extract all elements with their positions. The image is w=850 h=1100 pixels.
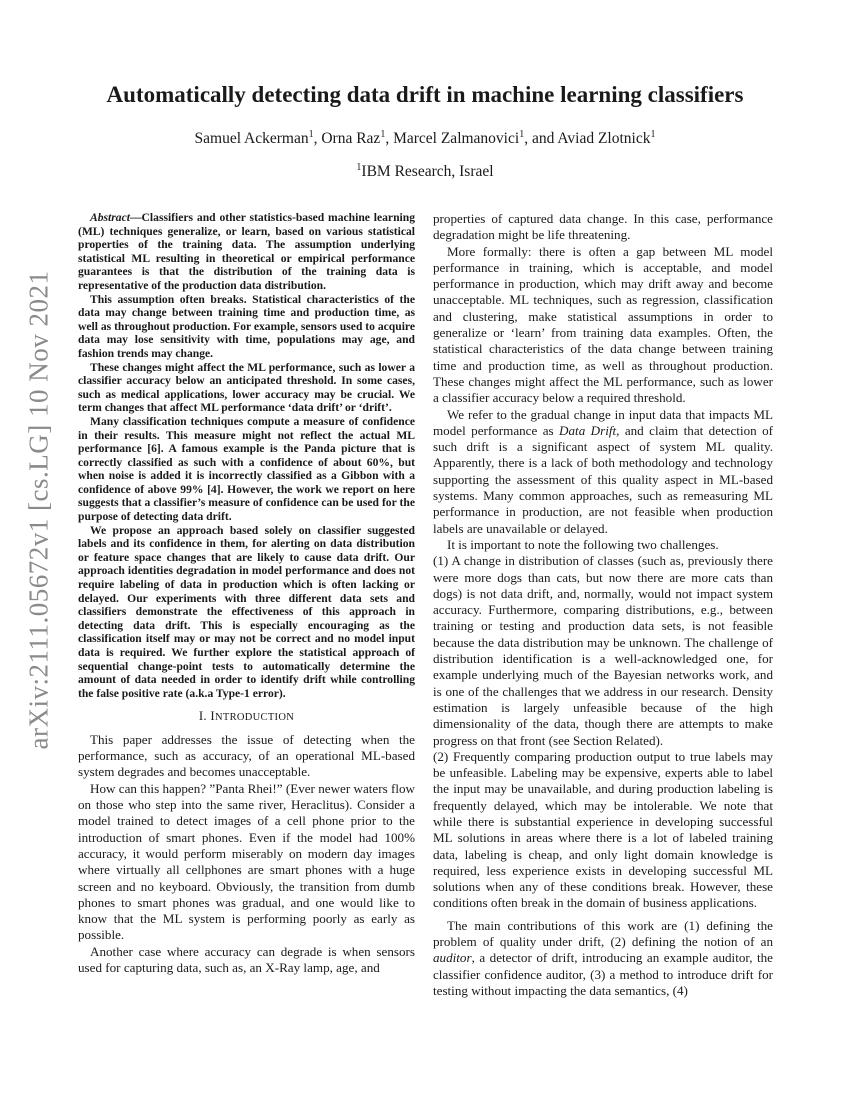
right-column [433, 211, 773, 999]
left-column [78, 211, 415, 976]
body-paragraph: The main contributions of this work are (1) defining the problem of quality under drift, (2) defining the notion of an auditor, a detector of drift, introducing an example auditor, the classifier confidence auditor, (3) a method to introduce drift for testing without impacting the data semantics, (4) [433, 917, 773, 998]
abstract-paragraph: This assumption often breaks. Statistical characteristics of the data may change between training time and production time, as well as throughout production. For example, sensors used to acquire data may lose sensitivity with time, populations may age, and fashion trends may change. [78, 292, 415, 360]
body-paragraph: Another case where accuracy can degrade is when sensors used for capturing data, such as, an X-Ray lamp, age, and [78, 943, 415, 975]
author-name: Samuel Ackerman [194, 130, 309, 147]
affil-mark: 1 [356, 161, 362, 173]
arxiv-stamp: arXiv:2111.05672v1 [cs.LG] 10 Nov 2021 [23, 270, 54, 750]
term-data-drift: Data Drift [559, 422, 617, 438]
author-list: Samuel Ackerman$^1$, Orna Raz$^1$, Marcel Zalmanovici$^1$, and Aviad Zlotnick$^1$ [194, 128, 656, 147]
challenge-paragraph: (1) A change in distribution of classes (such as, previously there were more dogs than cats, but now there are more cats than dogs) is not data drift, and, normally, would not impact system accuracy. Furthermore, comparing distributions, e.g., between training or testing and production data sets, is not feasible because the data distribution may be unknown. The challenge of distribution identification is a well-acknowledged one, for example underlying much of the Bayesian networks work, and is one of the challenges that we address in our research. Density estimation is largely unfeasible because of the high dimensionality of the data, though there are attempts to make progress on that front (see Section Related). [433, 553, 773, 748]
author-name: Aviad Zlotnick [557, 130, 651, 147]
abstract-paragraph: Abstract—Classifiers and other statistics-based machine learning (ML) techniques generalize, or learn, based on various statistical properties of the training data. The assumption underlying statistical ML resulting in theoretical or empirical performance guarantees is that the distribution of the training data is representative of the production data distribution. [78, 211, 415, 292]
challenge-paragraph: (2) Frequently comparing production output to true labels may be unfeasible. Labeling may be expensive, experts able to label the input may be unavailable, and during production labeling is frequently delayed, which may be intolerable. We note that while there is substantial experience in developing successful ML solutions in areas where there is a lot of labeled training data, labeling is cheap, and only light domain knowledge is required, less experience exists in developing successful ML solutions when any of these conditions break. However, these conditions often break in the domain of business applications. [433, 748, 773, 911]
abstract-label: Abstract [90, 211, 130, 224]
abstract-paragraph: We propose an approach based solely on classifier suggested labels and its confidence in them, for alerting on data distribution or feature space changes that are likely to cause data drift. Our approach identities degradation in model performance and does not require labeling of data in production which is often lacking or delayed. Our experiments with three different data sets and classifiers demonstrate the effectiveness of this approach in detecting data drift. This is especially encouraging as the classification itself may or may not be correct and no model input data is required. We further explore the statistical approach of sequential change-point tests to automatically determine the amount of data needed in order to identify drift while controlling the false positive rate (a.k.a Type-1 error). [78, 523, 415, 700]
author-affil-mark: 1 [380, 128, 386, 140]
body-paragraph: properties of captured data change. In this case, performance degradation might be life threatening. [433, 211, 773, 243]
abstract [78, 211, 415, 700]
affiliation [0, 163, 850, 181]
body-paragraph: We refer to the gradual change in input data that impacts ML model performance as Data Drift, and claim that detection of such drift is a significant aspect of system ML quality. Apparently, there is a lack of both methodology and technology supporting the assessment of this quality aspect in ML-based systems. Many common approaches, such as remeasuring ML performance in production, are not feasible when production labels are unavailable or delayed. [433, 406, 773, 536]
affil-name: IBM Research, Israel [361, 163, 494, 180]
body-paragraph: How can this happen? ”Panta Rhei!” (Ever newer waters flow on those who step into the same river, Heraclitus). Consider a model trained to detect images of a cell phone prior to the introduction of smart phones. Even if the model had 100% accuracy, it would perform miserably on modern day images where virtually all cellphones are smart phones with a huge screen and no keyboard. Obviously, the transition from dumb phones to smart phones was gradual, and one would like to know that the ML system is performing poorly as early as possible. [78, 780, 415, 943]
author-name: Marcel Zalmanovici [393, 130, 520, 147]
paper-title: Automatically detecting data drift in machine learning classifiers [106, 82, 744, 107]
body-paragraph: More formally: there is often a gap between ML model performance in training, which is acceptable, and model performance in production, which may drift away and become unacceptable. ML techniques, such as regression, classification and clustering, make statistical assumptions in order to generalize or ‘learn’ from training data examples. Often, the statistical characteristics of the data change between training time and production time, as well as throughout production. These changes might affect the ML performance, such as lower a classifier accuracy below a required threshold. [433, 243, 773, 406]
author-affil-mark: 1 [650, 128, 656, 140]
section-heading: I. INTRODUCTION [198, 709, 295, 724]
author-affil-mark: 1 [308, 128, 314, 140]
body-paragraph: This paper addresses the issue of detecting when the performance, such as accuracy, of an operational ML-based system degrades and becomes unacceptable. [78, 731, 415, 780]
abstract-paragraph: Many classification techniques compute a measure of confidence in their results. This measure might not reflect the actual ML performance [6]. A famous example is the Panda picture that is correctly classified as such with a confidence of about 60%, but when noise is added it is incorrectly classified as a Gibbon with a confidence of above 99% [4]. However, the work we report on here suggests that a classifier’s measure of confidence can be used for the purpose of detecting data drift. [78, 414, 415, 524]
term-auditor: auditor [433, 950, 472, 966]
author-name: Orna Raz [321, 130, 381, 147]
abstract-paragraph: These changes might affect the ML performance, such as lower a classifier accuracy below an anticipated threshold. In some cases, such as medical applications, lower accuracy may be crucial. We term changes that affect ML performance ‘data drift’ or ‘drift’. [78, 360, 415, 415]
body-paragraph: It is important to note the following two challenges. [447, 536, 719, 552]
intro-body [78, 732, 415, 976]
author-affil-mark: 1 [519, 128, 525, 140]
